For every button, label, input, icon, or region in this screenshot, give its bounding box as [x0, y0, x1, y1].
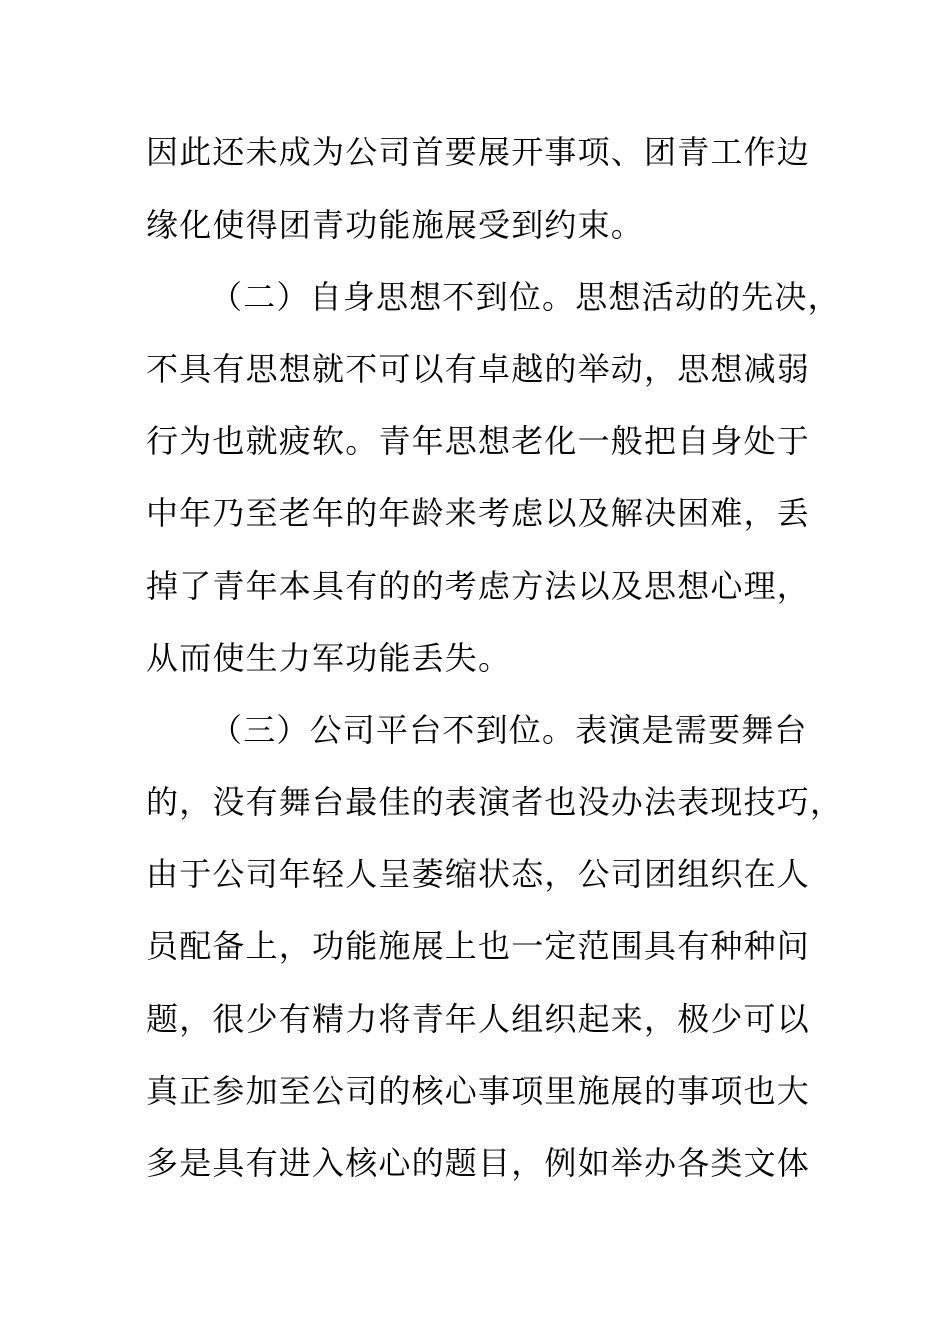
text-line: 题，很少有精力将青年人组织起来，极少可以	[146, 1000, 811, 1038]
text-line: 因此还未成为公司首要展开事项、团青工作边	[146, 133, 811, 171]
paragraph-heading-line: （二）自身思想不到位。思想活动的先决，	[210, 278, 841, 316]
text-line: 从而使生力军功能丢失。	[146, 639, 512, 677]
text-line: 行为也就疲软。青年思想老化一般把自身处于	[146, 422, 811, 460]
text-line: 员配备上，功能施展上也一定范围具有种种问	[146, 927, 811, 965]
text-line: 中年乃至老年的年龄来考虑以及解决困难，丢	[146, 494, 811, 532]
text-line: 真正参加至公司的核心事项里施展的事项也大	[146, 1072, 811, 1110]
paragraph-heading-line: （三）公司平台不到位。表演是需要舞台	[210, 711, 808, 749]
text-line: 掉了青年本具有的的考虑方法以及思想心理，	[146, 567, 811, 605]
text-line: 由于公司年轻人呈萎缩状态，公司团组织在人	[146, 855, 811, 893]
text-line: 的，没有舞台最佳的表演者也没办法表现技巧，	[146, 783, 844, 821]
text-line: 不具有思想就不可以有卓越的举动，思想减弱	[146, 350, 811, 388]
text-line: 多是具有进入核心的题目，例如举办各类文体	[146, 1144, 811, 1182]
text-line: 缘化使得团青功能施展受到约束。	[146, 206, 645, 244]
